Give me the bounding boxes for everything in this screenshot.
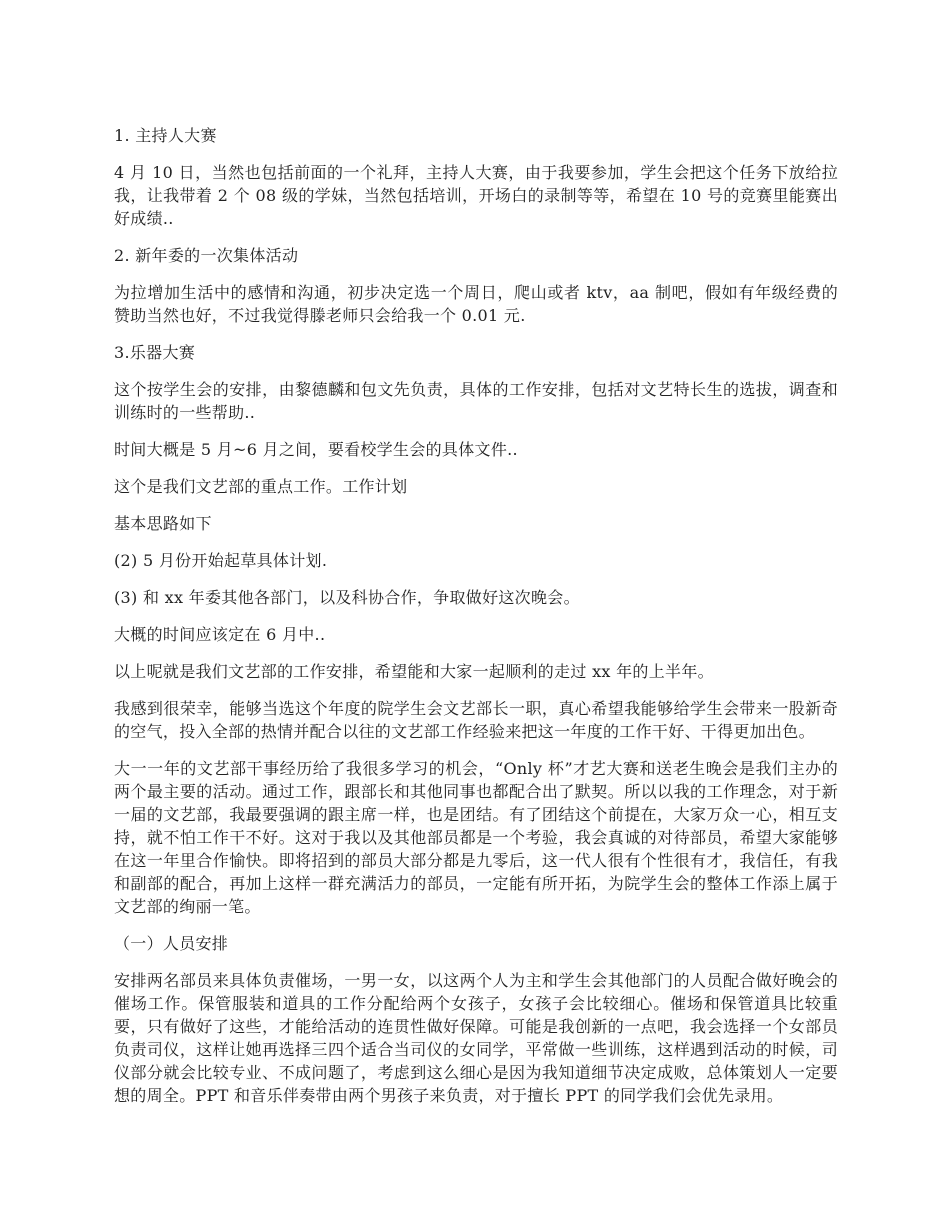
paragraph-basic-idea: 基本思路如下 [114, 514, 212, 533]
paragraph-experience: 大一一年的文艺部干事经历给了我很多学习的机会，“Only 杯”才艺大赛和送老生晚会是我们主办的两个最主要的活动。通过工作，跟部长和其他同事也都配合出了默契。所以以我的工作理念，对于新一届的文艺部，我最要强调的跟主席一样，也是团结。有了团结这个前提在，大家万众一心，相互支持，就不怕工作干不好。这对于我以及其他部员都是一个考验，我会真诚的对待部员，希望大家能够在这一年里合作愉快。即将招到的部员大部分都是九零后，这一代人很有个性很有才，我信任，有我和副部的配合，再加上这样一群充满活力的部员，一定能有所开拓，为院学生会的整体工作添上属于文艺部的绚丽一笔。 [114, 759, 838, 916]
paragraph-group-activity: 为拉增加生活中的感情和沟通，初步决定选一个周日，爬山或者 ktv，aa 制吧，假如有年级经费的赞助当然也好，不过我觉得滕老师只会给我一个 0.01 元. [114, 283, 838, 325]
paragraph-time: 时间大概是 5 月~6 月之间，要看校学生会的具体文件.. [114, 440, 518, 459]
heading-instrument-contest: 3.乐器大赛 [114, 343, 196, 362]
document-page [114, 124, 838, 1121]
paragraph-host-contest: 4 月 10 日，当然也包括前面的一个礼拜，主持人大赛，由于我要参加，学生会把这个任务下放给拉我，让我带着 2 个 08 级的学妹，当然包括培训，开场白的录制等等，希望在 10 号的竞赛里能赛出好成绩.. [114, 163, 838, 228]
heading-staff-arrangement: （一）人员安排 [114, 934, 229, 953]
list-item-3: (3) 和 xx 年委其他各部门，以及科协合作，争取做好这次晚会。 [114, 588, 580, 607]
paragraph-key-work: 这个是我们文艺部的重点工作。工作计划 [114, 477, 408, 496]
paragraph-summary: 以上呢就是我们文艺部的工作安排，希望能和大家一起顺利的走过 xx 年的上半年。 [114, 662, 714, 681]
paragraph-staff-arrangement: 安排两名部员来具体负责催场，一男一女，以这两个人为主和学生会其他部门的人员配合做好晚会的催场工作。保管服装和道具的工作分配给两个女孩子，女孩子会比较细心。催场和保管道具比较重要，只有做好了这些，才能给活动的连贯性做好保障。可能是我创新的一点吧，我会选择一个女部员负责司仪，这样让她再选择三四个适合当司仪的女同学，平常做一些训练，这样遇到活动的时候，司仪部分就会比较专业、不成问题了，考虑到这么细心是因为我知道细节决定成败，总体策划人一定要想的周全。PPT 和音乐伴奏带由两个男孩子来负责，对于擅长 PPT 的同学我们会优先录用。 [114, 971, 838, 1105]
paragraph-instrument-contest: 这个按学生会的安排，由黎德麟和包文先负责，具体的工作安排，包括对文艺特长生的选拔，调查和训练时的一些帮助.. [114, 380, 838, 422]
paragraph-approx-time: 大概的时间应该定在 6 月中.. [114, 625, 326, 644]
list-item-2: (2) 5 月份开始起草具体计划. [114, 551, 328, 570]
paragraph-honored: 我感到很荣幸，能够当选这个年度的院学生会文艺部长一职，真心希望我能够给学生会带来一股新奇的空气，投入全部的热情并配合以往的文艺部工作经验来把这一年度的工作干好、干得更加出色。 [114, 699, 838, 741]
heading-host-contest: 1. 主持人大赛 [114, 126, 217, 145]
heading-group-activity: 2. 新年委的一次集体活动 [114, 246, 299, 265]
